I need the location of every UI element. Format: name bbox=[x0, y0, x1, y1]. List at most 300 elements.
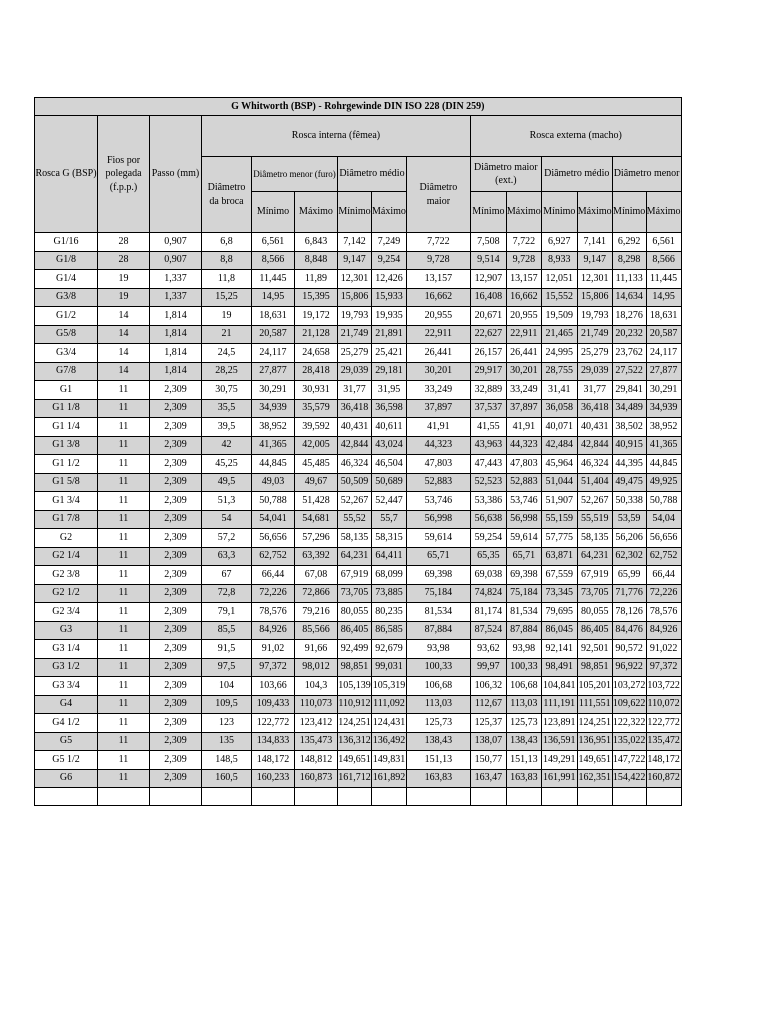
table-cell: 86,405 bbox=[577, 621, 612, 640]
table-cell: 30,201 bbox=[506, 362, 541, 381]
table-cell: G2 3/8 bbox=[35, 566, 98, 585]
table-cell: 11 bbox=[98, 381, 150, 400]
table-cell: 92,679 bbox=[372, 640, 407, 659]
table-cell: 84,926 bbox=[252, 621, 295, 640]
table-cell: 109,5 bbox=[202, 695, 252, 714]
table-row bbox=[35, 270, 682, 289]
table-cell: 99,031 bbox=[372, 658, 407, 677]
table-cell: G1 3/8 bbox=[35, 436, 98, 455]
table-cell: 2,309 bbox=[150, 714, 202, 733]
table-cell: 66,44 bbox=[646, 566, 681, 585]
table-cell: 41,91 bbox=[506, 418, 541, 437]
table-cell: 72,226 bbox=[646, 584, 681, 603]
table-cell: 22,911 bbox=[406, 325, 470, 344]
table-cell: 96,922 bbox=[612, 658, 646, 677]
table-cell: 104,3 bbox=[295, 677, 338, 696]
table-cell: 54,041 bbox=[252, 510, 295, 529]
table-cell: G1/16 bbox=[35, 233, 98, 252]
table-cell: 31,77 bbox=[338, 381, 372, 400]
table-cell: 33,249 bbox=[506, 381, 541, 400]
table-cell: 15,552 bbox=[541, 288, 577, 307]
table-cell: 39,5 bbox=[202, 418, 252, 437]
table-cell: 35,5 bbox=[202, 399, 252, 418]
table-cell: 16,408 bbox=[470, 288, 506, 307]
table-cell: 49,475 bbox=[612, 473, 646, 492]
table-cell: 11 bbox=[98, 714, 150, 733]
table-cell: 24,5 bbox=[202, 344, 252, 363]
table-cell: 27,877 bbox=[252, 362, 295, 381]
table-cell: 8,298 bbox=[612, 251, 646, 270]
table-cell: 47,803 bbox=[406, 455, 470, 474]
table-cell: 14,95 bbox=[252, 288, 295, 307]
table-cell: 6,561 bbox=[646, 233, 681, 252]
table-cell: 148,812 bbox=[295, 751, 338, 770]
table-cell: 47,803 bbox=[506, 455, 541, 474]
table-cell: 14 bbox=[98, 362, 150, 381]
table-cell: G1/4 bbox=[35, 270, 98, 289]
table-cell: G1 1/4 bbox=[35, 418, 98, 437]
table-cell: 65,99 bbox=[612, 566, 646, 585]
table-cell: 149,651 bbox=[338, 751, 372, 770]
table-cell: 59,614 bbox=[406, 529, 470, 548]
table-cell: 54 bbox=[202, 510, 252, 529]
table-row bbox=[35, 584, 682, 603]
header-rosca-interna: Rosca interna (fêmea) bbox=[202, 116, 471, 157]
table-cell: 80,055 bbox=[338, 603, 372, 622]
table-cell: 25,421 bbox=[372, 344, 407, 363]
table-cell: 92,499 bbox=[338, 640, 372, 659]
table-cell: 97,5 bbox=[202, 658, 252, 677]
table-cell: 11 bbox=[98, 566, 150, 585]
table-cell: 135,473 bbox=[295, 732, 338, 751]
table-cell: 65,71 bbox=[506, 547, 541, 566]
table-cell: 81,174 bbox=[470, 603, 506, 622]
table-cell: 32,889 bbox=[470, 381, 506, 400]
table-cell: 111,191 bbox=[541, 695, 577, 714]
table-cell: 12,907 bbox=[470, 270, 506, 289]
table-cell: 40,431 bbox=[338, 418, 372, 437]
table-cell: 6,292 bbox=[612, 233, 646, 252]
table-cell: 11,8 bbox=[202, 270, 252, 289]
table-cell: 160,873 bbox=[295, 769, 338, 788]
table-cell: 1,337 bbox=[150, 270, 202, 289]
table-cell: 18,631 bbox=[646, 307, 681, 326]
table-cell: 55,52 bbox=[338, 510, 372, 529]
table-cell: 14,95 bbox=[646, 288, 681, 307]
table-cell: 65,35 bbox=[470, 547, 506, 566]
table-cell: 2,309 bbox=[150, 381, 202, 400]
table-cell: 35,579 bbox=[295, 399, 338, 418]
table-row bbox=[35, 621, 682, 640]
table-cell: 105,139 bbox=[338, 677, 372, 696]
table-cell: 78,576 bbox=[646, 603, 681, 622]
table-cell: G5 1/2 bbox=[35, 751, 98, 770]
table-cell: 78,126 bbox=[612, 603, 646, 622]
table-cell: 67,919 bbox=[577, 566, 612, 585]
table-cell: 2,309 bbox=[150, 547, 202, 566]
table-cell: 46,324 bbox=[338, 455, 372, 474]
table-cell: 38,502 bbox=[612, 418, 646, 437]
table-cell: 93,62 bbox=[470, 640, 506, 659]
table-cell: 154,422 bbox=[612, 769, 646, 788]
table-cell: 52,883 bbox=[406, 473, 470, 492]
table-cell: 9,728 bbox=[406, 251, 470, 270]
table-row bbox=[35, 510, 682, 529]
table-cell: 37,537 bbox=[470, 399, 506, 418]
table-cell: 7,722 bbox=[506, 233, 541, 252]
table-cell: 122,322 bbox=[612, 714, 646, 733]
table-row bbox=[35, 603, 682, 622]
table-cell: 49,67 bbox=[295, 473, 338, 492]
table-cell: 19,793 bbox=[577, 307, 612, 326]
table-cell: 53,59 bbox=[612, 510, 646, 529]
table-row bbox=[35, 529, 682, 548]
table-cell: 18,276 bbox=[612, 307, 646, 326]
table-cell: 90,572 bbox=[612, 640, 646, 659]
table-cell: 80,055 bbox=[577, 603, 612, 622]
empty-cell bbox=[35, 788, 98, 806]
empty-cell bbox=[541, 788, 577, 806]
table-cell: 40,431 bbox=[577, 418, 612, 437]
table-cell: 2,309 bbox=[150, 603, 202, 622]
table-cell: 138,43 bbox=[506, 732, 541, 751]
empty-cell bbox=[295, 788, 338, 806]
table-cell: 84,926 bbox=[646, 621, 681, 640]
table-cell: 29,917 bbox=[470, 362, 506, 381]
table-cell: 30,201 bbox=[406, 362, 470, 381]
table-cell: 87,524 bbox=[470, 621, 506, 640]
table-cell: 9,514 bbox=[470, 251, 506, 270]
table-cell: G1 7/8 bbox=[35, 510, 98, 529]
table-cell: 9,147 bbox=[338, 251, 372, 270]
table-cell: 11 bbox=[98, 584, 150, 603]
table-cell: 79,1 bbox=[202, 603, 252, 622]
table-cell: 7,249 bbox=[372, 233, 407, 252]
table-cell: 20,587 bbox=[252, 325, 295, 344]
table-cell: 41,365 bbox=[252, 436, 295, 455]
table-cell: G2 3/4 bbox=[35, 603, 98, 622]
table-cell: 21,891 bbox=[372, 325, 407, 344]
header-rosca: Rosca G (BSP) bbox=[35, 116, 98, 233]
table-cell: 63,392 bbox=[295, 547, 338, 566]
table-cell: 9,254 bbox=[372, 251, 407, 270]
table-cell: 66,44 bbox=[252, 566, 295, 585]
table-cell: 62,302 bbox=[612, 547, 646, 566]
table-cell: 136,492 bbox=[372, 732, 407, 751]
table-cell: 81,534 bbox=[506, 603, 541, 622]
table-cell: 38,952 bbox=[646, 418, 681, 437]
table-cell: 99,97 bbox=[470, 658, 506, 677]
table-cell: 40,915 bbox=[612, 436, 646, 455]
table-cell: 52,447 bbox=[372, 492, 407, 511]
table-cell: G4 1/2 bbox=[35, 714, 98, 733]
table-cell: 151,13 bbox=[406, 751, 470, 770]
table-cell: 16,662 bbox=[406, 288, 470, 307]
table-cell: 87,884 bbox=[406, 621, 470, 640]
table-cell: 2,309 bbox=[150, 473, 202, 492]
table-cell: 138,43 bbox=[406, 732, 470, 751]
table-cell: 28 bbox=[98, 233, 150, 252]
table-cell: 21,128 bbox=[295, 325, 338, 344]
table-cell: 11,89 bbox=[295, 270, 338, 289]
table-cell: 36,598 bbox=[372, 399, 407, 418]
table-cell: 15,806 bbox=[577, 288, 612, 307]
table-cell: G1 1/8 bbox=[35, 399, 98, 418]
table-cell: 46,504 bbox=[372, 455, 407, 474]
table-cell: 7,722 bbox=[406, 233, 470, 252]
table-cell: 45,485 bbox=[295, 455, 338, 474]
table-cell: 9,728 bbox=[506, 251, 541, 270]
table-cell: 110,912 bbox=[338, 695, 372, 714]
table-cell: 19,935 bbox=[372, 307, 407, 326]
table-cell: G1 5/8 bbox=[35, 473, 98, 492]
table-cell: 85,566 bbox=[295, 621, 338, 640]
table-cell: 64,411 bbox=[372, 547, 407, 566]
table-row bbox=[35, 362, 682, 381]
table-cell: 6,8 bbox=[202, 233, 252, 252]
table-cell: 41,55 bbox=[470, 418, 506, 437]
table-row bbox=[35, 566, 682, 585]
table-cell: 163,83 bbox=[406, 769, 470, 788]
header-diametro-broca: Diâmetro da broca bbox=[202, 157, 252, 233]
table-cell: 151,13 bbox=[506, 751, 541, 770]
table-cell: 19,172 bbox=[295, 307, 338, 326]
table-cell: 8,566 bbox=[646, 251, 681, 270]
table-cell: 21,465 bbox=[541, 325, 577, 344]
table-cell: 34,939 bbox=[252, 399, 295, 418]
table-cell: 125,73 bbox=[506, 714, 541, 733]
table-row bbox=[35, 288, 682, 307]
empty-cell bbox=[506, 788, 541, 806]
header-diametro-medio-interna: Diâmetro médio bbox=[338, 157, 407, 192]
table-cell: 30,75 bbox=[202, 381, 252, 400]
table-cell: 20,955 bbox=[406, 307, 470, 326]
table-cell: G5 bbox=[35, 732, 98, 751]
table-cell: 136,951 bbox=[577, 732, 612, 751]
table-row bbox=[35, 714, 682, 733]
table-cell: 36,058 bbox=[541, 399, 577, 418]
table-cell: 53,746 bbox=[406, 492, 470, 511]
table-cell: 124,431 bbox=[372, 714, 407, 733]
table-cell: 41,91 bbox=[406, 418, 470, 437]
table-cell: 138,07 bbox=[470, 732, 506, 751]
table-cell: 11,445 bbox=[252, 270, 295, 289]
table-cell: 150,77 bbox=[470, 751, 506, 770]
table-cell: 84,476 bbox=[612, 621, 646, 640]
table-cell: 8,848 bbox=[295, 251, 338, 270]
table-cell: 124,251 bbox=[577, 714, 612, 733]
table-cell: 34,489 bbox=[612, 399, 646, 418]
table-row bbox=[35, 492, 682, 511]
table-row bbox=[35, 436, 682, 455]
table-cell: 31,41 bbox=[541, 381, 577, 400]
table-cell: 2,309 bbox=[150, 751, 202, 770]
table-cell: 6,843 bbox=[295, 233, 338, 252]
table-cell: 45,964 bbox=[541, 455, 577, 474]
table-cell: 15,395 bbox=[295, 288, 338, 307]
table-cell: 20,587 bbox=[646, 325, 681, 344]
table-cell: 104,841 bbox=[541, 677, 577, 696]
table-cell: G6 bbox=[35, 769, 98, 788]
table-cell: 125,37 bbox=[470, 714, 506, 733]
header-maximo: Máximo bbox=[295, 192, 338, 233]
table-cell: 40,071 bbox=[541, 418, 577, 437]
table-cell: 36,418 bbox=[577, 399, 612, 418]
table-cell: 42,844 bbox=[577, 436, 612, 455]
table-cell: 147,722 bbox=[612, 751, 646, 770]
table-cell: 2,309 bbox=[150, 677, 202, 696]
table-cell: 62,752 bbox=[252, 547, 295, 566]
table-cell: 62,752 bbox=[646, 547, 681, 566]
table-cell: G3 bbox=[35, 621, 98, 640]
table-cell: 163,83 bbox=[506, 769, 541, 788]
table-cell: 106,68 bbox=[506, 677, 541, 696]
header-maximo: Máximo bbox=[577, 192, 612, 233]
table-cell: 78,576 bbox=[252, 603, 295, 622]
table-row bbox=[35, 233, 682, 252]
table-cell: 0,907 bbox=[150, 251, 202, 270]
table-cell: 1,814 bbox=[150, 344, 202, 363]
table-cell: 2,309 bbox=[150, 584, 202, 603]
table-cell: 161,892 bbox=[372, 769, 407, 788]
table-cell: 148,5 bbox=[202, 751, 252, 770]
table-cell: 7,141 bbox=[577, 233, 612, 252]
table-cell: 92,501 bbox=[577, 640, 612, 659]
table-cell: 28,418 bbox=[295, 362, 338, 381]
table-cell: 50,338 bbox=[612, 492, 646, 511]
table-cell: 19 bbox=[98, 288, 150, 307]
table-cell: 20,955 bbox=[506, 307, 541, 326]
table-cell: 103,722 bbox=[646, 677, 681, 696]
table-cell: 63,3 bbox=[202, 547, 252, 566]
table-row bbox=[35, 695, 682, 714]
table-cell: 30,291 bbox=[252, 381, 295, 400]
table-row bbox=[35, 418, 682, 437]
table-cell: 28 bbox=[98, 251, 150, 270]
header-minimo: Mínimo bbox=[612, 192, 646, 233]
table-row bbox=[35, 344, 682, 363]
table-cell: 11 bbox=[98, 510, 150, 529]
table-row bbox=[35, 658, 682, 677]
table-cell: 110,072 bbox=[646, 695, 681, 714]
table-cell: 11 bbox=[98, 455, 150, 474]
table-cell: G1 3/4 bbox=[35, 492, 98, 511]
table-cell: 56,656 bbox=[252, 529, 295, 548]
table-cell: 2,309 bbox=[150, 621, 202, 640]
table-cell: 46,324 bbox=[577, 455, 612, 474]
table-cell: 24,658 bbox=[295, 344, 338, 363]
table-row bbox=[35, 769, 682, 788]
table-cell: 148,172 bbox=[646, 751, 681, 770]
table-cell: 124,251 bbox=[338, 714, 372, 733]
table-cell: 52,267 bbox=[577, 492, 612, 511]
table-cell: 160,233 bbox=[252, 769, 295, 788]
table-cell: 15,933 bbox=[372, 288, 407, 307]
table-cell: 12,301 bbox=[338, 270, 372, 289]
table-cell: 12,051 bbox=[541, 270, 577, 289]
header-diametro-menor-furo: Diâmetro menor (furo) bbox=[252, 157, 338, 192]
table-cell: 26,441 bbox=[506, 344, 541, 363]
table-cell: G3/4 bbox=[35, 344, 98, 363]
empty-cell bbox=[646, 788, 681, 806]
table-cell: 55,159 bbox=[541, 510, 577, 529]
table-cell: 80,235 bbox=[372, 603, 407, 622]
table-cell: 57,775 bbox=[541, 529, 577, 548]
table-cell: 19,793 bbox=[338, 307, 372, 326]
table-cell: 58,315 bbox=[372, 529, 407, 548]
table-cell: 27,877 bbox=[646, 362, 681, 381]
table-cell: 28,755 bbox=[541, 362, 577, 381]
table-cell: 123 bbox=[202, 714, 252, 733]
table-row bbox=[35, 381, 682, 400]
table-cell: 23,762 bbox=[612, 344, 646, 363]
table-cell: 29,039 bbox=[338, 362, 372, 381]
table-cell: 22,911 bbox=[506, 325, 541, 344]
table-cell: 74,824 bbox=[470, 584, 506, 603]
table-cell: 97,372 bbox=[646, 658, 681, 677]
table-cell: 103,272 bbox=[612, 677, 646, 696]
table-cell: 13,157 bbox=[406, 270, 470, 289]
table-cell: 149,831 bbox=[372, 751, 407, 770]
table-cell: 56,998 bbox=[506, 510, 541, 529]
table-cell: 41,365 bbox=[646, 436, 681, 455]
table-cell: 68,099 bbox=[372, 566, 407, 585]
table-cell: 8,8 bbox=[202, 251, 252, 270]
table-cell: G2 1/4 bbox=[35, 547, 98, 566]
table-cell: 14 bbox=[98, 344, 150, 363]
table-cell: 8,566 bbox=[252, 251, 295, 270]
header-diametro-medio-externa: Diâmetro médio bbox=[541, 157, 612, 192]
table-cell: 26,441 bbox=[406, 344, 470, 363]
table-row bbox=[35, 325, 682, 344]
table-cell: 160,5 bbox=[202, 769, 252, 788]
table-row bbox=[35, 455, 682, 474]
table-cell: 20,232 bbox=[612, 325, 646, 344]
table-row bbox=[35, 399, 682, 418]
table-cell: 19 bbox=[202, 307, 252, 326]
empty-cell bbox=[372, 788, 407, 806]
table-cell: 162,351 bbox=[577, 769, 612, 788]
table-cell: 149,291 bbox=[541, 751, 577, 770]
table-cell: 57,2 bbox=[202, 529, 252, 548]
header-passo: Passo (mm) bbox=[150, 116, 202, 233]
table-cell: 19 bbox=[98, 270, 150, 289]
table-cell: 7,508 bbox=[470, 233, 506, 252]
table-row bbox=[35, 473, 682, 492]
table-cell: 44,845 bbox=[252, 455, 295, 474]
empty-cell bbox=[470, 788, 506, 806]
table-cell: 111,092 bbox=[372, 695, 407, 714]
table-cell: 11 bbox=[98, 492, 150, 511]
table-cell: 1,814 bbox=[150, 307, 202, 326]
table-cell: 42 bbox=[202, 436, 252, 455]
table-cell: 28,25 bbox=[202, 362, 252, 381]
table-cell: 2,309 bbox=[150, 418, 202, 437]
table-cell: 54,04 bbox=[646, 510, 681, 529]
table-cell: 106,32 bbox=[470, 677, 506, 696]
table-cell: 135 bbox=[202, 732, 252, 751]
table-cell: 11 bbox=[98, 640, 150, 659]
table-cell: 93,98 bbox=[506, 640, 541, 659]
table-cell: 59,254 bbox=[470, 529, 506, 548]
table-cell: 33,249 bbox=[406, 381, 470, 400]
table-cell: 11 bbox=[98, 436, 150, 455]
table-cell: 25,279 bbox=[338, 344, 372, 363]
table-cell: 50,788 bbox=[252, 492, 295, 511]
table-cell: 11 bbox=[98, 751, 150, 770]
table-title: G Whitworth (BSP) - Rohrgewinde DIN ISO 228 (DIN 259) bbox=[35, 98, 682, 116]
table-cell: 11 bbox=[98, 603, 150, 622]
